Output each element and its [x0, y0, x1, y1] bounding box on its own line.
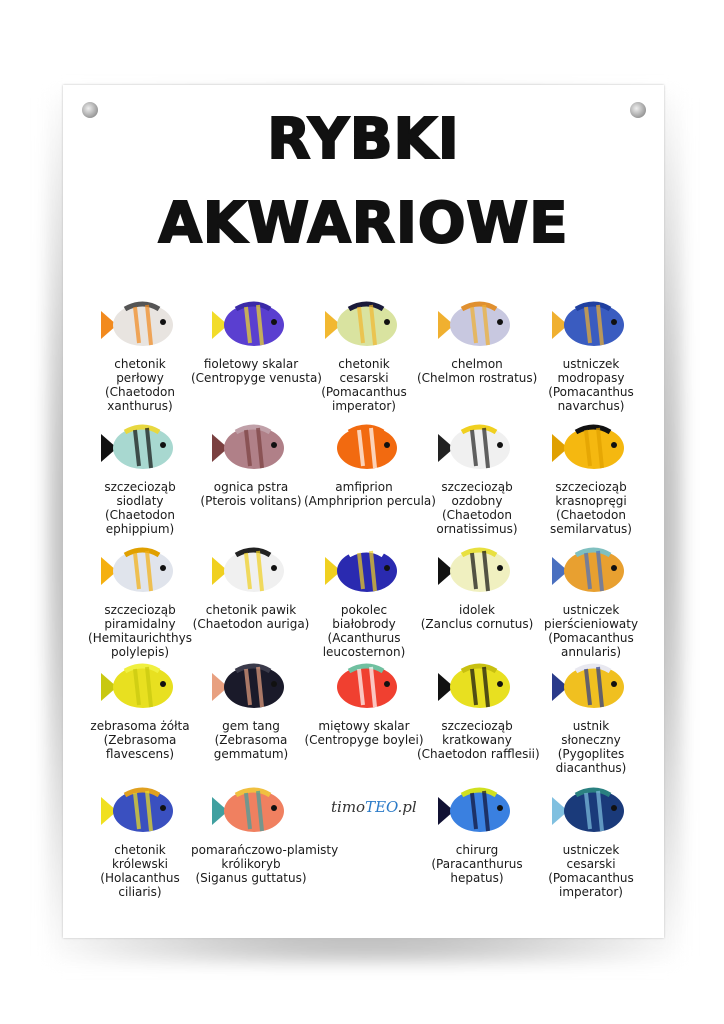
- fish-name-line: flavescens): [105, 747, 175, 761]
- fish-card: [417, 659, 540, 761]
- fish-name-line: annularis): [560, 645, 622, 659]
- fish-card: [531, 420, 651, 536]
- fish-common-name: chelmon: [451, 357, 503, 371]
- fish-card: [531, 659, 651, 775]
- fish-label: [80, 843, 200, 899]
- fish-common-name: pokolec: [340, 603, 388, 617]
- fish-name-line: pierścieniowaty: [543, 617, 639, 631]
- fish-label: [531, 480, 651, 536]
- fish-label: [531, 843, 651, 899]
- fish-icon: [546, 420, 636, 476]
- fish-card: [531, 783, 651, 899]
- fish-icon: [546, 783, 636, 839]
- fish-card: [80, 297, 200, 413]
- fish-card: [304, 297, 424, 413]
- logo-text-accent: TEO: [365, 798, 398, 816]
- fish-common-name: szczecioząb: [441, 719, 513, 733]
- fish-common-name: ustniczek: [562, 843, 620, 857]
- fish-icon: [206, 297, 296, 353]
- fish-card: [304, 543, 424, 659]
- fish-name-line: (Pomacanthus: [548, 385, 634, 399]
- logo-text: timo: [331, 798, 366, 816]
- fish-common-name: ustniczek: [562, 603, 620, 617]
- fish-icon: [206, 659, 296, 715]
- fish-label: [304, 719, 424, 747]
- fish-name-line: ozdobny: [451, 494, 503, 508]
- fish-label: [191, 719, 311, 761]
- fish-common-name: pomarańczowo-plamisty: [191, 843, 339, 857]
- fish-name-line: perłowy: [116, 371, 164, 385]
- fish-name-line: diacanthus): [555, 761, 627, 775]
- fish-card: [304, 659, 424, 747]
- fish-name-line: (Chaetodon rafflesii): [417, 747, 540, 761]
- fish-icon: [95, 420, 185, 476]
- fish-label: [531, 603, 651, 659]
- fish-name-line: (Paracanthurus: [431, 857, 523, 871]
- fish-name-line: królewski: [111, 857, 169, 871]
- fish-icon: [95, 783, 185, 839]
- poster: [63, 85, 664, 938]
- fish-common-name: chetonik: [114, 357, 166, 371]
- fish-label: [417, 603, 537, 631]
- fish-card: [191, 783, 339, 885]
- fish-name-line: królikoryb: [221, 857, 281, 871]
- fish-name-line: modropasy: [557, 371, 625, 385]
- fish-name-line: (Pomacanthus: [548, 871, 634, 885]
- fish-icon: [432, 543, 522, 599]
- fish-icon: [546, 659, 636, 715]
- fish-icon: [432, 783, 522, 839]
- fish-icon: [95, 297, 185, 353]
- timoteo-logo: [331, 798, 417, 816]
- fish-icon: [95, 659, 185, 715]
- fish-name-line: cesarski: [339, 371, 389, 385]
- fish-name-line: (Chelmon rostratus): [417, 371, 538, 385]
- fish-label: [191, 603, 311, 631]
- fish-name-line: (Chaetodon auriga): [192, 617, 310, 631]
- fish-icon: [432, 420, 522, 476]
- fish-name-line: cesarski: [566, 857, 616, 871]
- fish-label: [531, 357, 651, 413]
- fish-name-line: (Chaetodon: [441, 508, 512, 522]
- fish-label: [417, 719, 540, 761]
- fish-name-line: (Zebrasoma: [214, 733, 288, 747]
- fish-common-name: chetonik: [338, 357, 390, 371]
- fish-common-name: szczecioząb: [441, 480, 513, 494]
- fish-name-line: słoneczny: [561, 733, 621, 747]
- fish-name-line: kratkowany: [442, 733, 512, 747]
- fish-label: [531, 719, 651, 775]
- fish-common-name: chetonik pawik: [205, 603, 297, 617]
- fish-label: [304, 480, 436, 508]
- fish-card: [417, 783, 537, 885]
- fish-name-line: imperator): [332, 399, 396, 413]
- fish-common-name: gem tang: [222, 719, 280, 733]
- fish-card: [417, 543, 537, 631]
- fish-label: [417, 480, 537, 536]
- fish-icon: [546, 297, 636, 353]
- fish-name-line: xanthurus): [107, 399, 173, 413]
- fish-label: [417, 843, 537, 885]
- fish-label: [304, 603, 424, 659]
- fish-name-line: gemmatum): [213, 747, 289, 761]
- fish-name-line: piramidalny: [104, 617, 176, 631]
- fish-card: [191, 297, 322, 385]
- fish-icon: [319, 659, 409, 715]
- fish-name-line: (Chaetodon: [104, 385, 175, 399]
- fish-name-line: (Zanclus cornutus): [420, 617, 534, 631]
- fish-common-name: chetonik: [114, 843, 166, 857]
- fish-icon: [432, 659, 522, 715]
- fish-card: [191, 543, 311, 631]
- fish-card: [417, 297, 537, 385]
- fish-name-line: polylepis): [111, 645, 169, 659]
- fish-label: [191, 480, 311, 508]
- fish-card: [191, 420, 311, 508]
- fish-name-line: (Pterois volitans): [200, 494, 302, 508]
- fish-icon: [319, 543, 409, 599]
- fish-common-name: szczecioząb: [104, 480, 176, 494]
- fish-name-line: (Siganus guttatus): [195, 871, 307, 885]
- fish-icon: [432, 297, 522, 353]
- fish-card: [304, 420, 436, 508]
- fish-label: [80, 357, 200, 413]
- fish-common-name: miętowy skalar: [318, 719, 410, 733]
- fish-card: [531, 297, 651, 413]
- fish-name-line: (Holacanthus: [100, 871, 180, 885]
- fish-name-line: (Pomacanthus: [548, 631, 634, 645]
- fish-card: [531, 543, 651, 659]
- fish-name-line: (Pomacanthus: [321, 385, 407, 399]
- poster-title-line1: RYBKI: [267, 107, 460, 172]
- fish-icon: [95, 543, 185, 599]
- fish-common-name: idolek: [459, 603, 495, 617]
- fish-card: [80, 659, 200, 761]
- fish-common-name: fioletowy skalar: [203, 357, 299, 371]
- fish-name-line: leucosternon): [322, 645, 406, 659]
- fish-label: [80, 480, 200, 536]
- fish-common-name: ustniczek: [562, 357, 620, 371]
- fish-name-line: imperator): [559, 885, 623, 899]
- fish-name-line: (Chaetodon: [555, 508, 626, 522]
- fish-name-line: (Pygoplites: [557, 747, 625, 761]
- fish-name-line: krasnopręgi: [555, 494, 627, 508]
- fish-icon: [319, 420, 409, 476]
- fish-label: [304, 357, 424, 413]
- fish-card: [417, 420, 537, 536]
- fish-icon: [206, 543, 296, 599]
- fish-common-name: szczecioząb: [104, 603, 176, 617]
- fish-name-line: hepatus): [450, 871, 504, 885]
- fish-common-name: ognica pstra: [213, 480, 289, 494]
- fish-card: [191, 659, 311, 761]
- fish-common-name: ustnik: [572, 719, 610, 733]
- fish-common-name: chirurg: [455, 843, 499, 857]
- fish-card: [80, 783, 200, 899]
- fish-card: [80, 420, 200, 536]
- fish-common-name: zebrasoma żółta: [90, 719, 190, 733]
- fish-icon: [206, 420, 296, 476]
- fish-name-line: ciliaris): [118, 885, 162, 899]
- fish-name-line: navarchus): [557, 399, 625, 413]
- fish-icon: [319, 297, 409, 353]
- fish-label: [417, 357, 537, 385]
- fish-card: [80, 543, 200, 659]
- fish-name-line: (Centropyge venusta): [191, 371, 322, 385]
- fish-icon: [546, 543, 636, 599]
- fish-label: [80, 603, 200, 659]
- fish-label: [80, 719, 200, 761]
- poster-title-line2: AKWARIOWE: [158, 191, 569, 256]
- fish-name-line: (Acanthurus: [327, 631, 401, 645]
- fish-icon: [206, 783, 296, 839]
- fish-name-line: (Zebrasoma: [103, 733, 177, 747]
- fish-label: [191, 843, 339, 885]
- fish-label: [191, 357, 322, 385]
- fish-name-line: (Chaetodon: [104, 508, 175, 522]
- fish-common-name: szczecioząb: [555, 480, 627, 494]
- fish-name-line: ornatissimus): [436, 522, 518, 536]
- fish-name-line: semilarvatus): [550, 522, 632, 536]
- logo-text-domain: .pl: [397, 798, 417, 816]
- fish-name-line: (Centropyge boylei): [304, 733, 424, 747]
- fish-name-line: (Hemitaurichthys: [88, 631, 192, 645]
- fish-name-line: białobrody: [332, 617, 396, 631]
- fish-common-name: amfiprion: [335, 480, 393, 494]
- fish-name-line: (Amphriprion percula): [304, 494, 436, 508]
- fish-name-line: ephippium): [105, 522, 175, 536]
- fish-name-line: siodlaty: [116, 494, 164, 508]
